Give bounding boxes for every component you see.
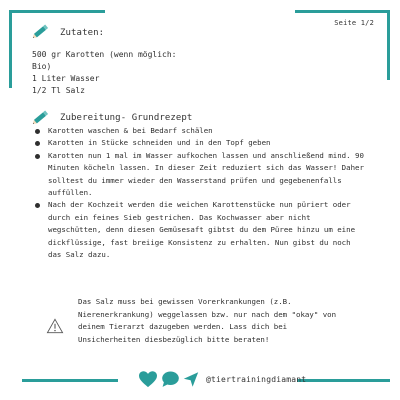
decor-line-right-vertical: [387, 10, 390, 80]
heart-icon[interactable]: [138, 370, 158, 388]
decor-line-bottom-right: [297, 379, 390, 382]
ingredients-list: [32, 49, 352, 97]
decor-line-bottom-left: [22, 379, 118, 382]
list-item: Karotten nun 1 mal im Wasser aufkochen lassen und anschließend mind. 90 Minuten köcheln lassen. In dieser Zeit reduziert sich das Wasser! Daher solltest du immer wieder den Wasserstand prüfen und gegebenenfalls auffüllen.: [34, 150, 364, 200]
list-item: Karotten waschen & bei Bedarf schälen: [34, 125, 364, 137]
ingredient-line: Bio): [32, 62, 52, 71]
decor-line-top-left: [9, 10, 105, 13]
ingredient-line: 500 gr Karotten (wenn möglich:: [32, 50, 177, 59]
preparation-steps: [34, 125, 364, 261]
send-icon[interactable]: [183, 371, 199, 388]
list-item: Nach der Kochzeit werden die weichen Karottenstücke nun püriert oder durch ein feines Sieb gestrichen. Das Kochwasser aber nicht wegschütten, denn diesen Gemüsesaft gibtst du dem Püree hinzu um eine dickflüssige, fast breiige Konsistenz zu erhalten. Nun gibst du noch das Salz dazu.: [34, 199, 364, 261]
salt-note: Das Salz muss bei gewissen Vorerkrankungen (z.B. Nierenerkrankung) weggelassen bzw. nur nach dem "okay" von deinem Tierarzt dazugeben werden. Lass dich bei Unsicherheiten diesbezüglich bitte beraten!: [78, 297, 337, 344]
ingredient-line: 1 Liter Wasser: [32, 74, 100, 83]
ingredient-line: 1/2 Tl Salz: [32, 86, 85, 95]
decor-line-left-vertical: [9, 10, 12, 88]
preparation-heading: Zubereitung- Grundrezept: [60, 113, 193, 123]
page-number: Seite 1/2: [334, 19, 374, 27]
ingredients-heading: Zutaten:: [60, 28, 105, 38]
social-handle: @tiertrainingdiamant: [206, 375, 307, 384]
comment-icon[interactable]: [161, 370, 180, 388]
pencil-icon: [30, 20, 52, 42]
warning-icon: [46, 318, 64, 334]
decor-line-top-right: [295, 10, 390, 13]
list-item: Karotten in Stücke schneiden und in den Topf geben: [34, 137, 364, 149]
